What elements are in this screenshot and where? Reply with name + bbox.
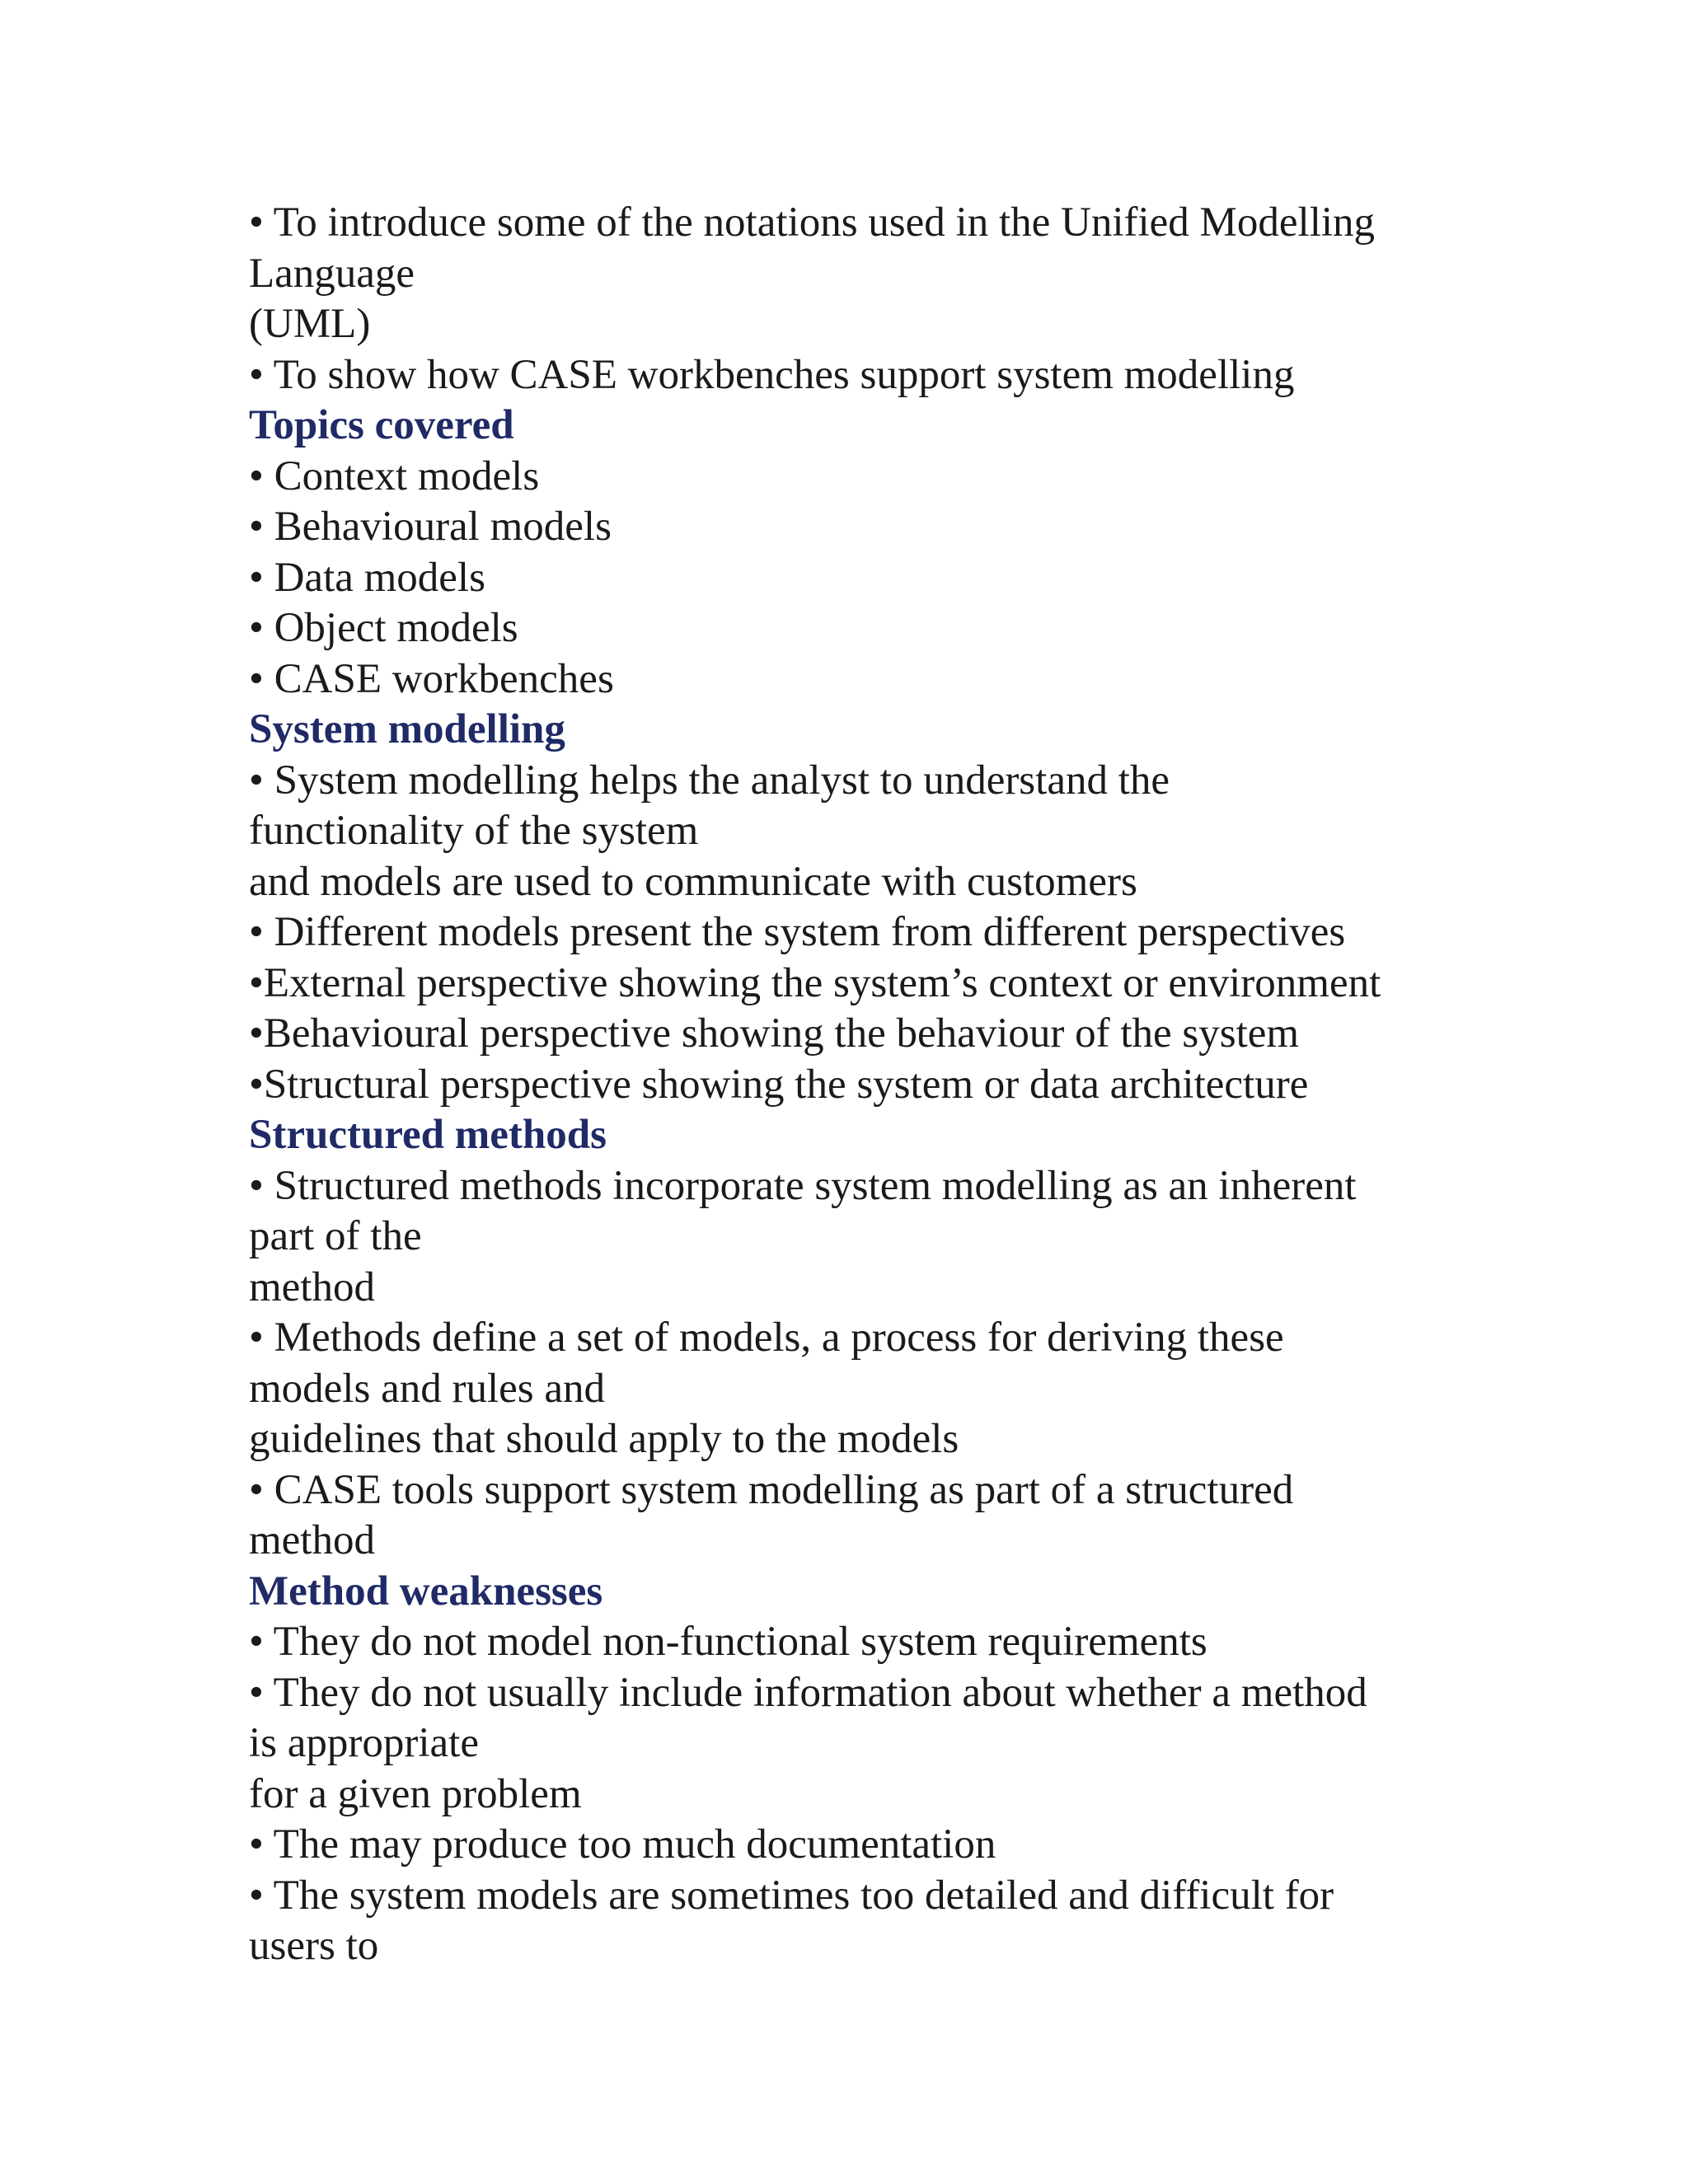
text-line: •Structural perspective showing the system or data architecture [249, 1061, 1309, 1108]
text-line: • CASE workbenches [249, 655, 614, 702]
text-line: • To introduce some of the notations used in the Unified Modelling [249, 199, 1376, 246]
section-heading: Method weaknesses [249, 1568, 603, 1615]
text-line: • Object models [249, 605, 518, 651]
text-line: • Data models [249, 554, 485, 601]
text-line: method [249, 1263, 375, 1310]
text-line: • Behavioural models [249, 504, 612, 550]
text-line: • They do not model non-functional system requirements [249, 1619, 1207, 1665]
text-line: •External perspective showing the system’s context or environment [249, 959, 1381, 1006]
section-heading: System modelling [249, 706, 565, 752]
text-line: part of the [249, 1213, 422, 1259]
document-content [249, 198, 1535, 1972]
text-line: • The may produce too much documentation [249, 1821, 996, 1868]
text-line: and models are used to communicate with customers [249, 858, 1137, 905]
text-line: • Different models present the system from different perspectives [249, 909, 1346, 955]
text-line: users to [249, 1923, 379, 1969]
text-line: Language [249, 250, 415, 297]
text-line: • Structured methods incorporate system modelling as an inherent [249, 1162, 1357, 1209]
text-line: • They do not usually include information about whether a method [249, 1669, 1367, 1716]
text-line: • Methods define a set of models, a process for deriving these [249, 1315, 1284, 1361]
text-line: • CASE tools support system modelling as part of a structured [249, 1466, 1294, 1513]
text-line: models and rules and [249, 1365, 605, 1412]
text-line: (UML) [249, 301, 371, 347]
text-line: •Behavioural perspective showing the behaviour of the system [249, 1010, 1300, 1057]
text-line: guidelines that should apply to the models [249, 1416, 959, 1462]
text-line: • To show how CASE workbenches support system modelling [249, 351, 1295, 398]
text-line: functionality of the system [249, 808, 699, 854]
section-heading: Structured methods [249, 1112, 607, 1158]
text-line: • Context models [249, 452, 540, 499]
text-line: • The system models are sometimes too detailed and difficult for [249, 1872, 1334, 1919]
text-line: method [249, 1517, 375, 1563]
text-line: is appropriate [249, 1720, 479, 1766]
section-heading: Topics covered [249, 402, 514, 448]
text-line: for a given problem [249, 1770, 582, 1817]
text-line: • System modelling helps the analyst to understand the [249, 757, 1170, 804]
